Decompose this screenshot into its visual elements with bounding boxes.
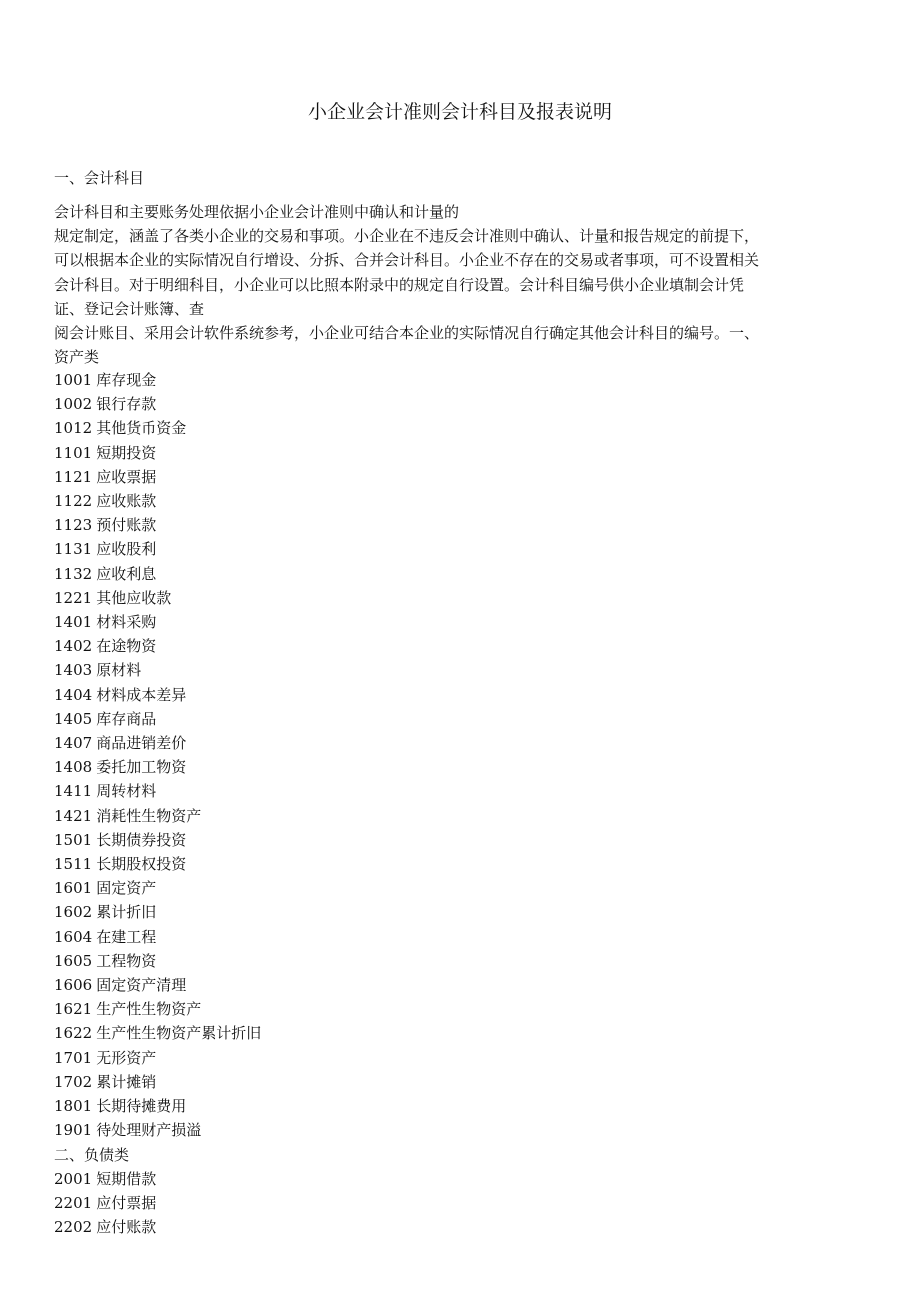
account-row xyxy=(54,804,554,828)
account-row xyxy=(54,634,554,658)
account-name: 生产性生物资产 xyxy=(96,1000,202,1019)
liability-category-heading: 二、负债类 xyxy=(54,1145,130,1164)
account-row xyxy=(54,1118,554,1142)
account-code: 1122 xyxy=(54,492,93,511)
account-name: 银行存款 xyxy=(96,395,157,414)
account-name: 其他货币资金 xyxy=(96,419,187,438)
account-code: 1001 xyxy=(54,371,93,389)
account-code: 1131 xyxy=(54,540,93,559)
account-code: 1401 xyxy=(54,613,93,632)
account-code: 1605 xyxy=(54,951,93,970)
account-row xyxy=(54,1021,554,1045)
account-name: 商品进销差价 xyxy=(96,734,187,753)
account-name: 在途物资 xyxy=(96,637,157,656)
account-row xyxy=(54,465,554,489)
account-code: 1702 xyxy=(54,1072,93,1091)
account-name: 应收账款 xyxy=(96,492,157,511)
account-code: 1801 xyxy=(54,1097,93,1116)
account-name: 累计摊销 xyxy=(96,1072,157,1091)
account-row xyxy=(54,513,554,537)
account-name: 短期投资 xyxy=(96,443,157,462)
account-name: 库存商品 xyxy=(96,709,157,728)
account-name: 待处理财产损溢 xyxy=(96,1121,202,1140)
account-row xyxy=(54,876,554,900)
account-name: 应收票据 xyxy=(96,467,157,486)
account-row xyxy=(54,973,554,997)
account-name: 消耗性生物资产 xyxy=(96,806,202,825)
account-row xyxy=(54,489,554,513)
account-row xyxy=(54,610,554,634)
account-code: 1123 xyxy=(54,516,93,535)
account-name: 其他应收款 xyxy=(96,588,172,607)
account-row xyxy=(54,441,554,465)
account-row xyxy=(54,900,554,924)
account-name: 长期债券投资 xyxy=(96,830,187,849)
account-row xyxy=(54,392,554,416)
account-row xyxy=(54,1215,554,1239)
account-list xyxy=(54,368,554,1239)
section-heading-accounting-subjects: 一、会计科目 xyxy=(54,169,145,187)
account-name: 库存现金 xyxy=(96,371,157,389)
account-row xyxy=(54,1191,554,1215)
account-name: 预付账款 xyxy=(96,516,157,535)
account-row xyxy=(54,1070,554,1094)
account-code: 1621 xyxy=(54,1000,93,1019)
account-code: 2001 xyxy=(54,1169,93,1188)
account-name: 无形资产 xyxy=(96,1048,157,1067)
intro-line: 会计科目。对于明细科目，小企业可以比照本附录中的规定自行设置。会计科目编号供小企业填制会计凭 xyxy=(54,275,745,294)
account-row xyxy=(54,997,554,1021)
account-code: 1101 xyxy=(54,443,93,462)
account-row xyxy=(54,658,554,682)
intro-line: 可以根据本企业的实际情况自行增设、分拆、合并会计科目。小企业不存在的交易或者事项，可不设置相关 xyxy=(54,251,760,270)
account-name: 应收股利 xyxy=(96,540,157,559)
account-row xyxy=(54,828,554,852)
account-code: 1411 xyxy=(54,782,93,801)
account-code: 1421 xyxy=(54,806,93,825)
account-code: 1407 xyxy=(54,734,93,753)
account-name: 周转材料 xyxy=(96,782,157,801)
account-code: 1701 xyxy=(54,1048,93,1067)
account-row xyxy=(54,1167,554,1191)
intro-line: 阅会计账目、采用会计软件系统参考，小企业可结合本企业的实际情况自行确定其他会计科目的编号。一、 xyxy=(54,324,760,343)
account-name: 固定资产清理 xyxy=(96,976,187,995)
account-code: 1405 xyxy=(54,709,93,728)
account-name: 工程物资 xyxy=(96,951,157,970)
intro-line: 会计科目和主要账务处理依据小企业会计准则中确认和计量的 xyxy=(54,203,460,221)
account-code: 1404 xyxy=(54,685,93,704)
account-code: 1012 xyxy=(54,419,93,438)
document-title: 小企业会计准则会计科目及报表说明 xyxy=(307,101,612,123)
account-name: 原材料 xyxy=(96,661,142,680)
account-code: 1121 xyxy=(54,467,93,486)
account-name: 长期待摊费用 xyxy=(96,1097,187,1116)
account-code: 1602 xyxy=(54,903,93,922)
account-row xyxy=(54,1046,554,1070)
account-row xyxy=(54,779,554,803)
asset-category-heading: 资产类 xyxy=(54,348,100,367)
account-name: 应付票据 xyxy=(96,1193,157,1212)
account-row xyxy=(54,755,554,779)
account-row xyxy=(54,949,554,973)
account-name: 材料成本差异 xyxy=(96,685,187,704)
account-name: 生产性生物资产累计折旧 xyxy=(96,1024,262,1043)
account-name: 在建工程 xyxy=(96,927,157,946)
account-name: 应收利息 xyxy=(96,564,157,583)
account-code: 1601 xyxy=(54,879,93,898)
account-code: 1402 xyxy=(54,637,93,656)
account-name: 应付账款 xyxy=(96,1218,157,1237)
account-row xyxy=(54,731,554,755)
account-row xyxy=(54,416,554,440)
account-name: 固定资产 xyxy=(96,879,157,898)
account-name: 材料采购 xyxy=(96,613,157,632)
account-code: 1501 xyxy=(54,830,93,849)
account-code: 1511 xyxy=(54,855,93,874)
account-code: 1604 xyxy=(54,927,93,946)
account-name: 委托加工物资 xyxy=(96,758,187,777)
account-row xyxy=(54,562,554,586)
account-row xyxy=(54,368,554,392)
account-name: 短期借款 xyxy=(96,1169,157,1188)
account-code: 1901 xyxy=(54,1121,93,1140)
account-code: 1606 xyxy=(54,976,93,995)
account-name: 长期股权投资 xyxy=(96,855,187,874)
intro-line: 证、登记会计账簿、查 xyxy=(54,299,205,318)
account-code: 2202 xyxy=(54,1218,93,1237)
account-row xyxy=(54,707,554,731)
account-row xyxy=(54,683,554,707)
account-row xyxy=(54,537,554,561)
account-code: 1622 xyxy=(54,1024,93,1043)
account-row xyxy=(54,586,554,610)
account-name: 累计折旧 xyxy=(96,903,157,922)
account-code: 1221 xyxy=(54,588,93,607)
account-code: 2201 xyxy=(54,1193,93,1212)
account-code: 1403 xyxy=(54,661,93,680)
account-row xyxy=(54,925,554,949)
account-row xyxy=(54,852,554,876)
account-code: 1002 xyxy=(54,395,93,414)
intro-paragraph xyxy=(54,200,854,369)
intro-line: 规定制定，涵盖了各类小企业的交易和事项。小企业在不违反会计准则中确认、计量和报告规定的前提下， xyxy=(54,227,760,246)
account-row xyxy=(54,1094,554,1118)
account-code: 1408 xyxy=(54,758,93,777)
account-code: 1132 xyxy=(54,564,93,583)
